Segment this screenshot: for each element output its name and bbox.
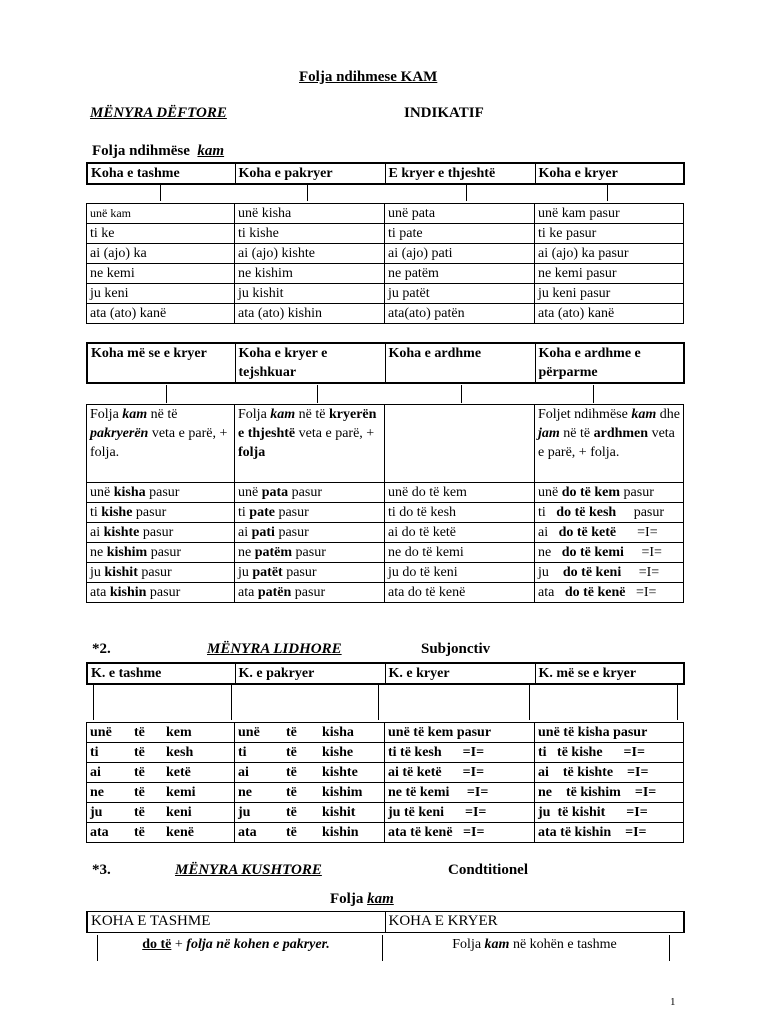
section1-verb-label [92, 143, 224, 160]
header-cell: Koha e kryer e tejshkuar [235, 343, 385, 383]
table-cell: ai (ajo) pati [385, 244, 535, 264]
header-cell: KOHA E KRYER [385, 912, 684, 933]
table-cell: ai (ajo) ka pasur [535, 244, 684, 264]
table-cell: ata (ato) kishin [235, 304, 385, 324]
table-row [87, 264, 684, 284]
table-row [87, 304, 684, 324]
table-cell: ai (ajo) ka [87, 244, 235, 264]
table-cell: ti do të kesh [385, 503, 535, 523]
header-cell: Koha e tashme [87, 163, 235, 184]
table-cell: unë do të kem [385, 483, 535, 503]
table-row [87, 204, 684, 224]
table-cell: ne të kemi =I= [385, 783, 535, 803]
separator-tick [593, 385, 594, 403]
table-cell: ju keni [87, 284, 235, 304]
table-cell: unë kam pasur [535, 204, 684, 224]
header-cell: Koha e ardhme [385, 343, 535, 383]
table-cell: ne të kemi [87, 783, 235, 803]
table-cell: ti pate [385, 224, 535, 244]
table-row [87, 244, 684, 264]
table-cell: ai do të ketë [385, 523, 535, 543]
separator-tick [93, 684, 94, 720]
table-row [87, 763, 684, 783]
indicative-table2-header [86, 342, 685, 384]
indicative-table1-header [86, 162, 685, 185]
separator-tick [166, 385, 167, 403]
header-cell: K. e kryer [385, 663, 535, 684]
table-row [87, 823, 684, 843]
verb-label-prefix: Folja ndihmëse [92, 143, 190, 159]
table-cell: ju të keni [87, 803, 235, 823]
table-row [87, 543, 684, 563]
page-number: 1 [670, 996, 676, 1008]
header-cell: Koha më se e kryer [87, 343, 235, 383]
table-row [87, 483, 684, 503]
table-cell: ti të kishe [235, 743, 385, 763]
description-cell: Foljet ndihmëse kam dhe jam në të ardhmen veta e parë, + folja. [535, 405, 684, 483]
header-cell: KOHA E TASHME [87, 912, 385, 933]
table-cell: ju të kishit [235, 803, 385, 823]
table-cell: ata të kenë =I= [385, 823, 535, 843]
table-row [87, 503, 684, 523]
separator-tick [231, 684, 232, 720]
table-cell: ti pate pasur [235, 503, 385, 523]
table-cell: unë kam [87, 204, 235, 224]
table-cell: ne patëm pasur [235, 543, 385, 563]
separator-tick [466, 184, 467, 201]
table-row [87, 563, 684, 583]
table-cell: ata kishin pasur [87, 583, 235, 603]
table-cell: ata (ato) kanë [87, 304, 235, 324]
table-cell: ti të kishe =I= [535, 743, 684, 763]
table-cell: ju do të keni =I= [535, 563, 684, 583]
header-cell: Koha e ardhme e përparme [535, 343, 684, 383]
table-cell: ju kishit [235, 284, 385, 304]
table-cell: ti të kesh [87, 743, 235, 763]
table-cell: ata do të kenë =I= [535, 583, 684, 603]
description-cell: Folja kam në të kryerën e thjeshtë veta e parë, + folja [235, 405, 385, 483]
section3-number: *3. [92, 862, 111, 878]
table-cell: ti ke [87, 224, 235, 244]
table-cell: ai pati pasur [235, 523, 385, 543]
table-cell: ne kemi pasur [535, 264, 684, 284]
table-cell: ne të kishim [235, 783, 385, 803]
description-cell: Folja kam në të pakryerën veta e parë, + folja. [87, 405, 235, 483]
table-cell: ne kemi [87, 264, 235, 284]
section2-mood: MËNYRA LIDHORE [207, 641, 342, 657]
table-cell: unë të kisha [235, 723, 385, 743]
section2-mood-fr: Subjonctiv [421, 641, 491, 657]
table-cell: ai të ketë =I= [385, 763, 535, 783]
table-cell: ata (ato) kanë [535, 304, 684, 324]
table-cell: Folja kam në kohën e tashme [452, 937, 617, 952]
separator-tick [607, 184, 608, 201]
table-row [87, 224, 684, 244]
header-cell: K. e pakryer [235, 663, 385, 684]
separator-tick [529, 684, 530, 720]
header-cell: K. më se e kryer [535, 663, 684, 684]
document-title: Folja ndihmese KAM [299, 69, 438, 85]
section2-number: *2. [92, 641, 111, 657]
table-cell: ti kishe pasur [87, 503, 235, 523]
separator-tick [669, 935, 670, 961]
separator-tick [378, 684, 379, 720]
header-cell: K. e tashme [87, 663, 235, 684]
separator-tick [677, 684, 678, 720]
verb-name: kam [197, 143, 225, 159]
indicative-table2 [86, 404, 684, 603]
table-row [87, 583, 684, 603]
table-cell: ne kishim [235, 264, 385, 284]
table-cell: ju të kishit =I= [535, 803, 684, 823]
separator-tick [97, 935, 98, 961]
table-cell: ata të kenë [87, 823, 235, 843]
subjunctive-header [86, 662, 685, 685]
table-cell: ai të kishte =I= [535, 763, 684, 783]
separator-tick [461, 385, 462, 403]
table-cell: do të + folja në kohen e pakryer. [142, 937, 330, 952]
table-cell: ju patët pasur [235, 563, 385, 583]
table-cell: ata do të kenë [385, 583, 535, 603]
table-cell: ne do të kemi =I= [535, 543, 684, 563]
section1-mood-fr: INDIKATIF [404, 105, 484, 121]
table-row [87, 523, 684, 543]
table-cell: ai do të ketë =I= [535, 523, 684, 543]
table-row [87, 284, 684, 304]
table-row [87, 783, 684, 803]
table-cell: ata patën pasur [235, 583, 385, 603]
table-cell: ti kishe [235, 224, 385, 244]
indicative-table1 [86, 203, 684, 324]
table-cell: unë kisha [235, 204, 385, 224]
section1-mood: MËNYRA DËFTORE [90, 105, 227, 121]
table-cell: ata të kishin =I= [535, 823, 684, 843]
table-cell: unë pata [385, 204, 535, 224]
conditional-table [86, 911, 685, 961]
table-cell: ti të kesh =I= [385, 743, 535, 763]
table-cell: ju keni pasur [535, 284, 684, 304]
header-cell: E kryer e thjeshtë [385, 163, 535, 184]
table-cell: ju do të keni [385, 563, 535, 583]
separator-tick [160, 184, 161, 201]
table-cell: unë do të kem pasur [535, 483, 684, 503]
table-cell: ai të kishte [235, 763, 385, 783]
header-cell: Koha e pakryer [235, 163, 385, 184]
table-cell: ne do të kemi [385, 543, 535, 563]
table-cell: unë pata pasur [235, 483, 385, 503]
table-row [87, 405, 684, 483]
table-cell: ju të keni =I= [385, 803, 535, 823]
table-cell: ti ke pasur [535, 224, 684, 244]
section3-mood-fr: Condtitionel [448, 862, 529, 878]
description-cell [385, 405, 535, 483]
table-cell: ai kishte pasur [87, 523, 235, 543]
table-cell: ai të ketë [87, 763, 235, 783]
table-row [87, 803, 684, 823]
table-cell: ata të kishin [235, 823, 385, 843]
table-cell: ne patëm [385, 264, 535, 284]
table-cell: ju kishit pasur [87, 563, 235, 583]
table-cell: unë të kem pasur [385, 723, 535, 743]
table-row [87, 743, 684, 763]
table-cell: ne kishim pasur [87, 543, 235, 563]
separator-tick [382, 935, 383, 961]
section3-verb-label: Folja kam [330, 891, 394, 907]
table-cell: unë kisha pasur [87, 483, 235, 503]
separator-tick [307, 184, 308, 201]
table-cell: unë të kisha pasur [535, 723, 684, 743]
table-cell: unë të kem [87, 723, 235, 743]
table-row [87, 723, 684, 743]
table-cell: ata(ato) patën [385, 304, 535, 324]
table-cell: ju patët [385, 284, 535, 304]
header-cell: Koha e kryer [535, 163, 684, 184]
table-cell: ne të kishim =I= [535, 783, 684, 803]
table-cell: ai (ajo) kishte [235, 244, 385, 264]
subjunctive-table [86, 722, 684, 843]
table-cell: ti do të kesh pasur [535, 503, 684, 523]
separator-tick [317, 385, 318, 403]
section3-mood: MËNYRA KUSHTORE [175, 862, 322, 878]
